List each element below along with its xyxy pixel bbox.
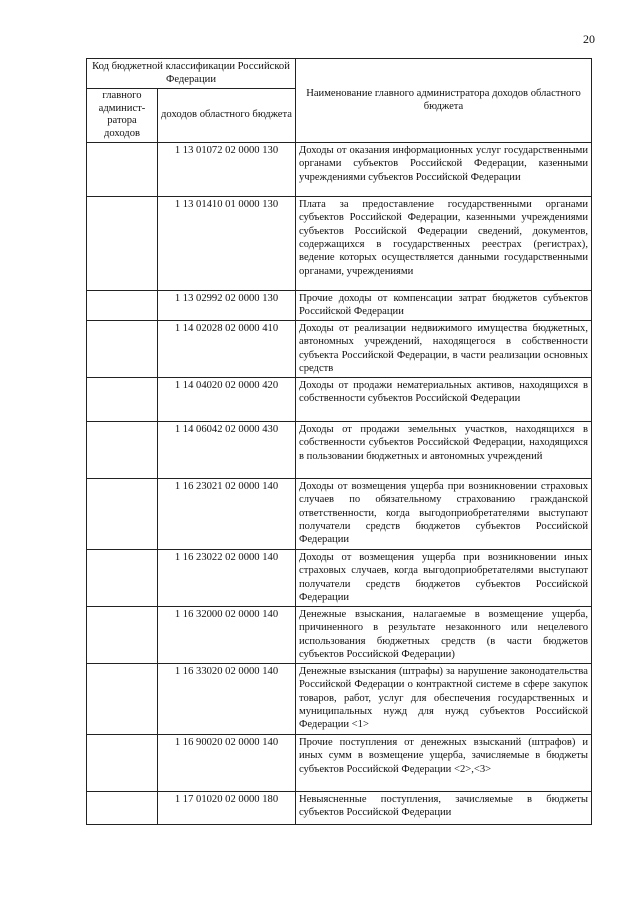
income-code-cell: 1 14 04020 02 0000 420 [158,377,296,421]
admin-cell [87,549,158,606]
income-code-cell: 1 16 90020 02 0000 140 [158,734,296,791]
name-cell: Доходы от оказания информационных услуг государственными органами субъектов Российской Федерации, казенными учреждениями субъектов Российской Федерации [296,142,592,196]
income-code-cell: 1 14 02028 02 0000 410 [158,320,296,377]
name-cell: Доходы от возмещения ущерба при возникновении страховых случаев по обязательному страхованию гражданской ответственности, когда выгодоприобретателями выступают получатели средств бюджетов субъектов Российской Федерации [296,478,592,549]
name-cell: Доходы от продажи земельных участков, находящихся в собственности субъектов Российской Федерации, находящихся в пользовании бюджетных и автономных учреждений [296,421,592,478]
table-row [87,663,592,734]
name-cell: Денежные взыскания (штрафы) за нарушение законодательства Российской Федерации о контрактной системе в сфере закупок товаров, работ, услуг для обеспечения государственных и муниципальных нужд для нужд субъектов Российской Федерации <1> [296,663,592,734]
income-code-cell: 1 16 23022 02 0000 140 [158,549,296,606]
header-kbk: Код бюджетной классификации Российской Федерации [87,59,296,89]
table-row [87,142,592,196]
admin-cell [87,663,158,734]
table-row [87,290,592,320]
page-number: 20 [583,32,595,46]
income-code-cell: 1 14 06042 02 0000 430 [158,421,296,478]
admin-cell [87,478,158,549]
income-code-cell: 1 16 23021 02 0000 140 [158,478,296,549]
header-income: доходов областного бюджета [158,88,296,142]
income-code-cell: 1 16 33020 02 0000 140 [158,663,296,734]
admin-cell [87,320,158,377]
name-cell: Прочие доходы от компенсации затрат бюджетов субъектов Российской Федерации [296,290,592,320]
header-admin: главного админист-ратора доходов [87,88,158,142]
name-cell: Доходы от реализации недвижимого имущества бюджетных, автономных учреждений, находящегося в собственности субъекта Российской Федерации, в части реализации основных средств [296,320,592,377]
name-cell: Доходы от продажи нематериальных активов, находящихся в собственности субъектов Российской Федерации [296,377,592,421]
name-cell: Доходы от возмещения ущерба при возникновении иных страховых случаев, когда выгодоприобретателями выступают получатели средств бюджетов субъектов Российской Федерации [296,549,592,606]
admin-cell [87,421,158,478]
admin-cell [87,290,158,320]
name-cell: Прочие поступления от денежных взысканий (штрафов) и иных сумм в возмещение ущерба, зачисляемые в бюджеты субъектов Российской Федерации <2>,<3> [296,734,592,791]
table-row [87,478,592,549]
table-row [87,549,592,606]
income-code-cell: 1 13 01072 02 0000 130 [158,142,296,196]
table-row [87,377,592,421]
admin-cell [87,196,158,290]
income-code-cell: 1 17 01020 02 0000 180 [158,791,296,824]
name-cell: Денежные взыскания, налагаемые в возмещение ущерба, причиненного в результате незаконного или нецелевого использования бюджетных средств (в части бюджетов субъектов Российской Федерации) [296,606,592,663]
budget-classification-table [86,58,592,825]
table-row [87,196,592,290]
income-code-cell: 1 16 32000 02 0000 140 [158,606,296,663]
admin-cell [87,142,158,196]
table-header-row [87,59,592,89]
name-cell: Невыясненные поступления, зачисляемые в бюджеты субъектов Российской Федерации [296,791,592,824]
table-row [87,791,592,824]
table-row [87,320,592,377]
admin-cell [87,377,158,421]
table-row [87,734,592,791]
admin-cell [87,734,158,791]
table-row [87,606,592,663]
income-code-cell: 1 13 01410 01 0000 130 [158,196,296,290]
name-cell: Плата за предоставление государственными органами субъектов Российской Федерации, казенными учреждениями субъектов Российской Федерации сведений, документов, содержащихся в государственных реестрах (регистрах), ведение которых осуществляется данными государственными органами, учреждениями [296,196,592,290]
table-row [87,421,592,478]
admin-cell [87,791,158,824]
header-name: Наименование главного администратора доходов областного бюджета [296,59,592,143]
admin-cell [87,606,158,663]
income-code-cell: 1 13 02992 02 0000 130 [158,290,296,320]
